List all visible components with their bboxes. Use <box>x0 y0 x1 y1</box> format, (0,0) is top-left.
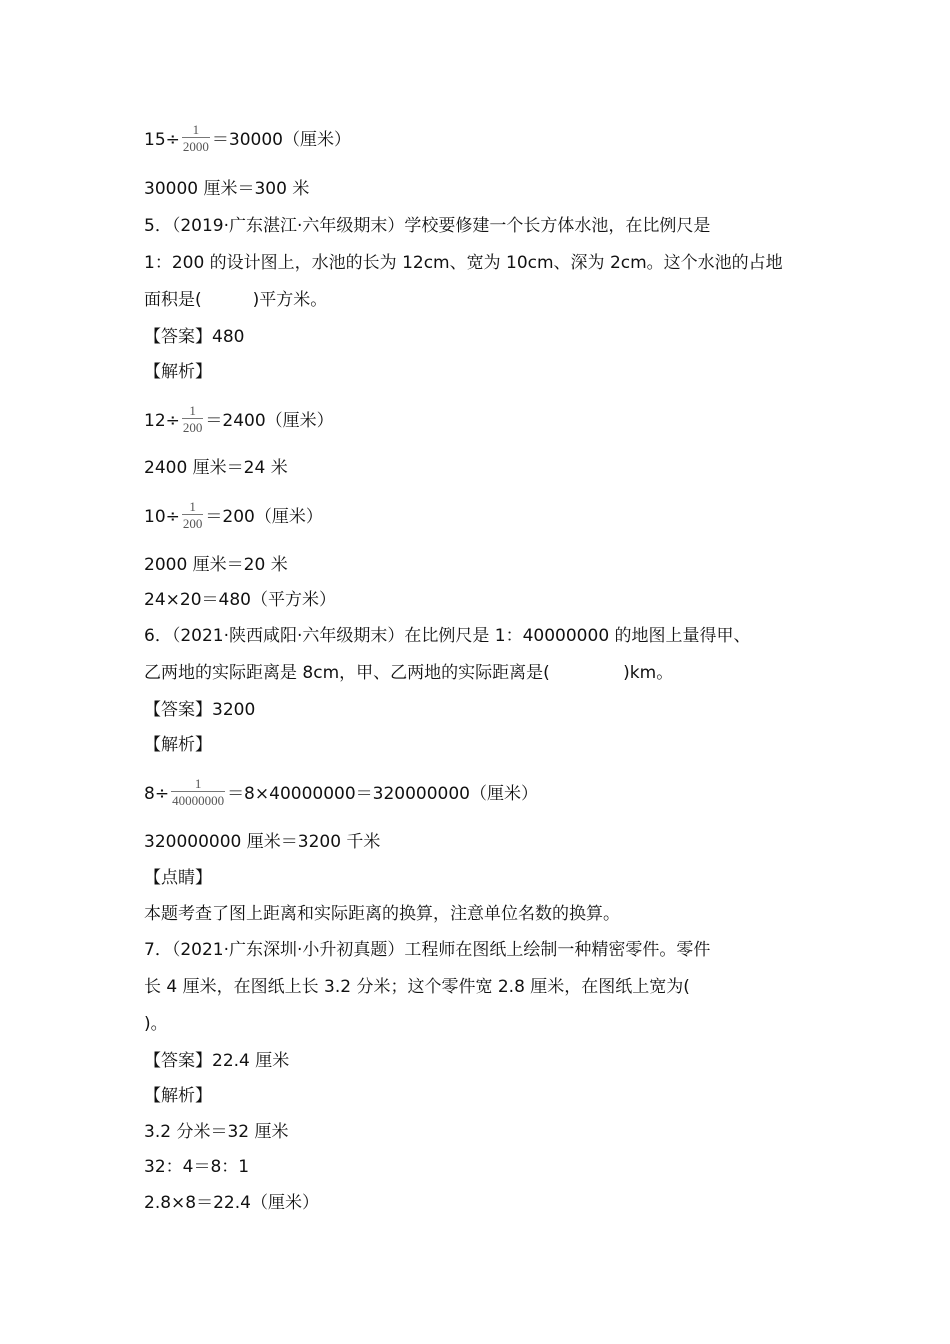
fraction-denominator: 40000000 <box>172 793 225 808</box>
q5-answer: 【答案】480 <box>144 327 245 347</box>
q5-text-line-1: 5．（2019·广东湛江·六年级期末）学校要修建一个长方体水池，在比例尺是 <box>144 216 711 236</box>
q6-analysis-label: 【解析】 <box>144 735 212 755</box>
q6-text-line-2: 乙两地的实际距离是 8cm，甲、乙两地的实际距离是( )km。 <box>144 663 674 683</box>
q5-calc-line-5: 24×20＝480（平方米） <box>144 590 336 610</box>
q6-calc-line-2: 320000000 厘米＝3200 千米 <box>144 832 381 852</box>
calc-lhs: 8÷ <box>144 784 170 804</box>
q5-calc-line-4: 2000 厘米＝20 米 <box>144 555 288 575</box>
q7-calc-line-1: 3.2 分米＝32 厘米 <box>144 1122 289 1142</box>
q7-calc-line-3: 2.8×8＝22.4（厘米） <box>144 1193 319 1213</box>
q7-text-line-2: 长 4 厘米，在图纸上长 3.2 分米；这个零件宽 2.8 厘米，在图纸上宽为( <box>144 977 690 997</box>
q6-calc-line-1 <box>144 778 538 810</box>
calc-line-15 <box>144 124 351 156</box>
calc-lhs: 15÷ <box>144 130 180 150</box>
fraction-numerator: 1 <box>189 499 196 514</box>
q5-text-line-3: 面积是( )平方米。 <box>144 290 328 310</box>
q7-answer: 【答案】22.4 厘米 <box>144 1051 290 1071</box>
q7-text-line-1: 7．（2021·广东深圳·小升初真题）工程师在图纸上绘制一种精密零件。零件 <box>144 940 711 960</box>
calc-rhs: ＝8×40000000＝320000000（厘米） <box>227 784 538 804</box>
fraction <box>171 776 225 808</box>
fraction-numerator: 1 <box>189 403 196 418</box>
q5-calc-line-3 <box>144 501 323 533</box>
q6-tip-label: 【点睛】 <box>144 868 212 888</box>
q7-analysis-label: 【解析】 <box>144 1086 212 1106</box>
calc-rhs: ＝200（厘米） <box>205 507 323 527</box>
fraction-denominator: 2000 <box>182 139 209 154</box>
calc-rhs: ＝30000（厘米） <box>211 130 351 150</box>
q5-text-line-2: 1：200 的设计图上，水池的长为 12cm、宽为 10cm、深为 2cm。这个水池的占地 <box>144 253 783 273</box>
fraction-numerator: 1 <box>192 122 200 137</box>
q6-text-line-1: 6．（2021·陕西咸阳·六年级期末）在比例尺是 1：40000000 的地图上量得甲、 <box>144 626 751 646</box>
calc-lhs: 12÷ <box>144 411 180 431</box>
calc-lhs: 10÷ <box>144 507 180 527</box>
fraction-numerator: 1 <box>194 776 202 791</box>
q5-calc-line-1 <box>144 405 334 437</box>
q7-text-line-3: )。 <box>144 1014 168 1034</box>
q6-tip-text: 本题考查了图上距离和实际距离的换算，注意单位名数的换算。 <box>144 904 620 924</box>
q5-analysis-label: 【解析】 <box>144 362 212 382</box>
fraction <box>182 122 210 154</box>
q6-answer: 【答案】3200 <box>144 700 256 720</box>
fraction-denominator: 200 <box>182 516 203 531</box>
q5-calc-line-2: 2400 厘米＝24 米 <box>144 458 288 478</box>
calc-line: 30000 厘米＝300 米 <box>144 179 310 199</box>
fraction <box>182 403 204 435</box>
fraction <box>182 499 204 531</box>
fraction-denominator: 200 <box>182 420 203 435</box>
calc-rhs: ＝2400（厘米） <box>205 411 334 431</box>
q7-calc-line-2: 32：4＝8：1 <box>144 1157 250 1177</box>
